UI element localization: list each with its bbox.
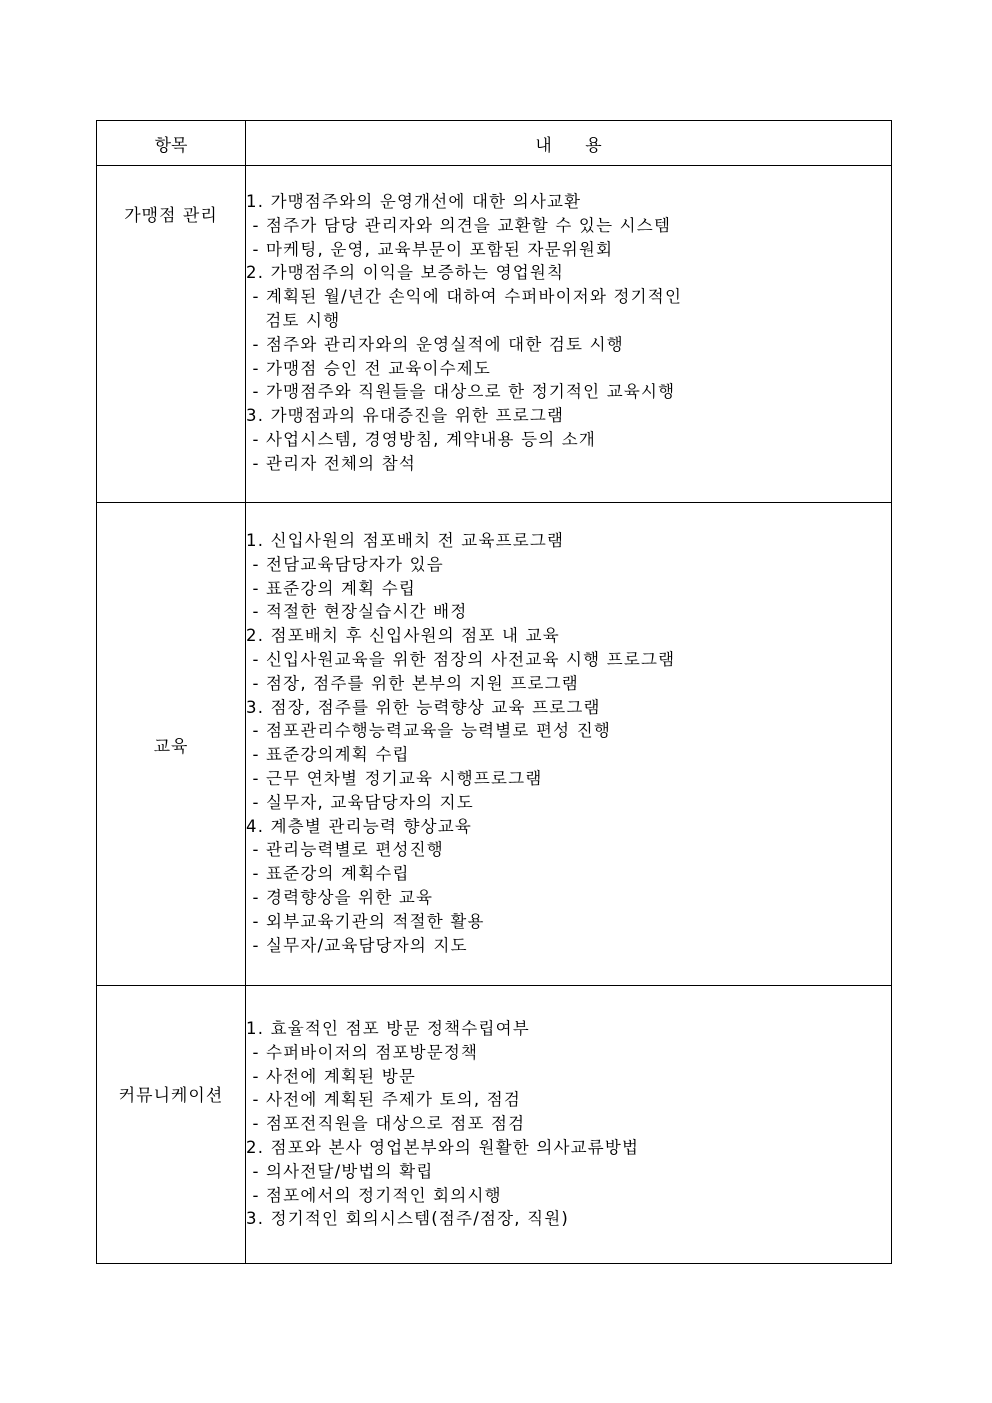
content-line: 3. 정기적인 회의시스템(점주/점장, 직원) <box>246 1209 570 1229</box>
evaluation-table <box>96 120 892 1264</box>
content-line: - 점주와 관리자와의 운영실적에 대한 검토 시행 <box>246 334 624 354</box>
content-line: 2. 가맹점주의 이익을 보증하는 영업원칙 <box>246 263 565 283</box>
content-line: 3. 점장, 점주를 위한 능력향상 교육 프로그램 <box>246 697 601 717</box>
row-label: 커뮤니케이션 <box>97 986 246 1264</box>
content-line: - 신입사원교육을 위한 점장의 사전교육 시행 프로그램 <box>246 649 676 669</box>
content-line: - 외부교육기관의 적절한 활용 <box>246 911 485 931</box>
content-line: 4. 계층별 관리능력 향상교육 <box>246 816 473 836</box>
content-line: - 점주가 담당 관리자와 의견을 교환할 수 있는 시스템 <box>246 215 672 235</box>
content-line: - 사전에 계획된 방문 <box>246 1066 417 1086</box>
content-line: 검토 시행 <box>246 310 341 330</box>
content-line: 2. 점포와 본사 영업본부와의 원활한 의사교류방법 <box>246 1137 640 1157</box>
content-line: - 계획된 월/년간 손익에 대하여 수퍼바이저와 정기적인 <box>246 287 683 307</box>
row-label: 가맹점 관리 <box>97 166 246 503</box>
header-content: 내 용 <box>246 121 892 166</box>
content-line: - 점포에서의 정기적인 회의시행 <box>246 1185 502 1205</box>
content-line: - 가맹점주와 직원들을 대상으로 한 정기적인 교육시행 <box>246 382 676 402</box>
content-line: - 전담교육담당자가 있음 <box>246 554 444 574</box>
content-line: - 가맹점 승인 전 교육이수제도 <box>246 358 492 378</box>
content-line: - 실무자/교육담당자의 지도 <box>246 935 468 955</box>
content-line: - 점포전직원을 대상으로 점포 점검 <box>246 1114 526 1134</box>
row-content <box>246 166 892 503</box>
content-line: - 관리자 전체의 참석 <box>246 453 417 473</box>
content-line: - 수퍼바이저의 점포방문정책 <box>246 1042 479 1062</box>
content-line: 1. 효율적인 점포 방문 정책수립여부 <box>246 1019 530 1038</box>
content-line: - 근무 연차별 정기교육 시행프로그램 <box>246 768 543 788</box>
content-line: - 표준강의 계획 수립 <box>246 578 417 598</box>
table-row <box>97 986 892 1264</box>
content-line: - 표준강의계획 수립 <box>246 745 410 765</box>
table-header-row <box>97 121 892 166</box>
content-line: 2. 점포배치 후 신입사원의 점포 내 교육 <box>246 626 560 646</box>
content-line: - 관리능력별로 편성진행 <box>246 840 444 860</box>
content-line: - 경력향상을 위한 교육 <box>246 887 434 907</box>
content-line: - 실무자, 교육담당자의 지도 <box>246 792 474 812</box>
header-item: 항목 <box>97 121 246 166</box>
content-line: - 점장, 점주를 위한 본부의 지원 프로그램 <box>246 673 579 693</box>
row-label: 교육 <box>97 503 246 986</box>
table-row <box>97 166 892 503</box>
content-line: - 마케팅, 운영, 교육부문이 포함된 자문위원회 <box>246 239 614 259</box>
table-row <box>97 503 892 986</box>
content-line: - 표준강의 계획수립 <box>246 864 410 884</box>
content-line: 1. 신입사원의 점포배치 전 교육프로그램 <box>246 531 565 550</box>
content-line: - 점포관리수행능력교육을 능력별로 편성 진행 <box>246 721 612 741</box>
row-content <box>246 986 892 1264</box>
content-line: - 사업시스템, 경영방침, 계약내용 등의 소개 <box>246 429 597 449</box>
content-line: - 의사전달/방법의 확립 <box>246 1161 434 1181</box>
content-line: 1. 가맹점주와의 운영개선에 대한 의사교환 <box>246 192 582 211</box>
content-line: 3. 가맹점과의 유대증진을 위한 프로그램 <box>246 406 565 426</box>
row-content <box>246 503 892 986</box>
content-line: - 사전에 계획된 주제가 토의, 점검 <box>246 1090 522 1110</box>
content-line: - 적절한 현장실습시간 배정 <box>246 602 468 622</box>
